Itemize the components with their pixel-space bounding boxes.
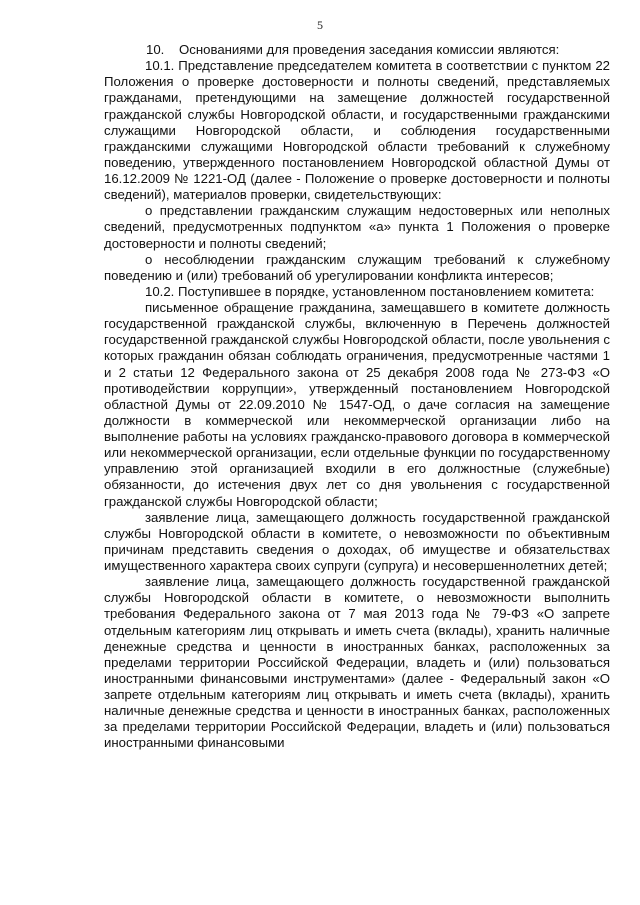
paragraph-10-heading: 10. Основаниями для проведения заседания комиссии являются: <box>146 42 560 57</box>
paragraph-statement-foreign-accounts: заявление лица, замещающего должность государственной гражданской службы Новгородской области в комитете, о невозможности выполнить требования Федерального закона от 7 мая 2013 года № 79-ФЗ «О запрете отдельным категориям лиц открывать и иметь счета (вклады), хранить наличные денежные средства и ценности в иностранных банках, расположенных за пределами территории Российской Федерации, владеть и (или) пользоваться иностранными финансовыми инструментами» (далее - Федеральный закон «О запрете отдельным категориям лиц открывать и иметь счета (вклады), хранить наличные денежные средства и ценности в иностранных банках, расположенных за пределами территории Российской Федерации, владеть и (или) пользоваться иностранными финансовыми <box>104 574 610 751</box>
paragraph-10-1: 10.1. Представление председателем комитета в соответствии с пунктом 22 Положения о проверке достоверности и полноты сведений, представляемых гражданами, претендующими на замещение должностей государственной гражданской службы Новгородской области, и государственными гражданскими служащими Новгородской области, и соблюдения государственными гражданскими служащими Новгородской области требований к служебному поведению, утвержденного постановлением Новгородской областной Думы от 16.12.2009 № 1221-ОД (далее - Положение о проверке достоверности и полноты сведений), материалов проверки, свидетельствующих: <box>104 58 610 203</box>
document-body <box>104 42 610 752</box>
paragraph-written-appeal: письменное обращение гражданина, замещавшего в комитете должность государственной гражданской службы, включенную в Перечень должностей государственной гражданской службы Новгородской области, после увольнения с которых гражданин обязан соблюдать ограничения, предусмотренные частями 1 и 2 статьи 12 Федерального закона от 25 декабря 2008 года № 273-ФЗ «О противодействии коррупции», утвержденный постановлением Новгородской областной Думы от 22.09.2010 № 1547-ОД, о даче согласия на замещение должности в коммерческой или некоммерческой организации либо на выполнение работы на условиях гражданско-правового договора в коммерческой или некоммерческой организации, если отдельные функции по государственному управлению этой организацией входили в его должностные (служебные) обязанности, до истечения двух лет со дня увольнения с государственной гражданской службы Новгородской области; <box>104 300 610 509</box>
paragraph-conduct-violation: о несоблюдении гражданским служащим требований к служебному поведению и (или) требований об урегулировании конфликта интересов; <box>104 251 610 283</box>
paragraph-false-info: о представлении гражданским служащим недостоверных или неполных сведений, предусмотренных подпунктом «а» пункта 1 Положения о проверке достоверности и полноты сведений; <box>104 203 610 251</box>
paragraph-10-2: 10.2. Поступившее в порядке, установленном постановлением комитета: <box>145 283 595 299</box>
page-number: 5 <box>317 18 323 32</box>
paragraph-statement-income: заявление лица, замещающего должность государственной гражданской службы Новгородской области в комитете, о невозможности по объективным причинам представить сведения о доходах, об имуществе и обязательствах имущественного характера своих супруги (супруга) и несовершеннолетних детей; <box>104 509 610 573</box>
